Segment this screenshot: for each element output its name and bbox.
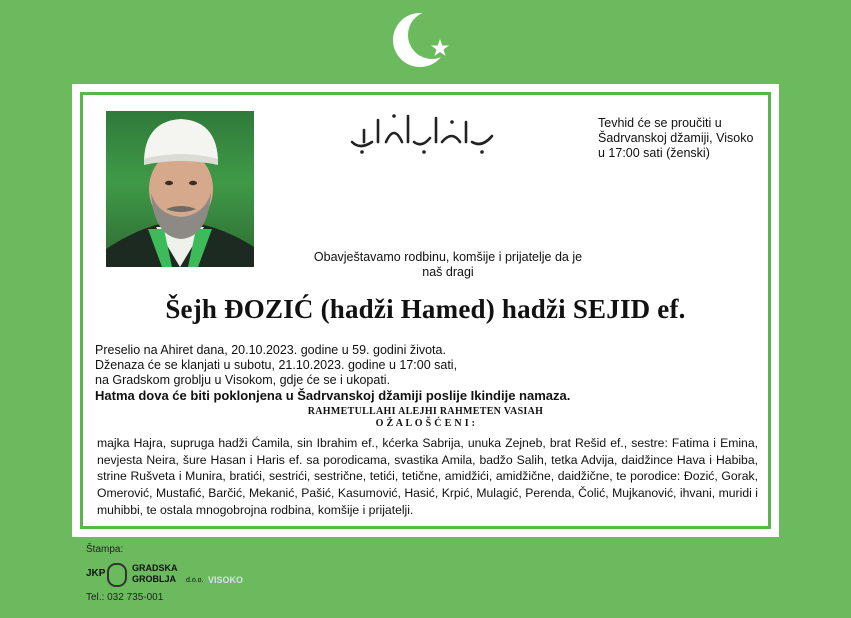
logo-jkp: JKP (86, 568, 106, 579)
intro-line: Obavještavamo rodbinu, komšije i prijatelje da je (313, 250, 583, 264)
logo-mark-icon (107, 563, 127, 587)
crescent-and-star-icon (392, 8, 456, 72)
tevhid-line: u 17:00 sati (ženski) (598, 146, 710, 160)
obituary-card (72, 84, 779, 537)
deceased-name: Šejh ĐOZIĆ (hadži Hamed) hadži SEJID ef. (165, 294, 686, 324)
prayer-heading (72, 406, 779, 430)
hatma-line: Hatma dova će biti poklonjena u Šadrvanskoj džamiji poslije Ikindije namaza. (95, 388, 571, 403)
tevhid-line: Šadrvanskoj džamiji, Visoko (598, 131, 754, 145)
rahmet-line: RAHMETULLAHI ALEJHI RAHMETEN VASIAH (307, 406, 544, 417)
logo-suffix: d.o.o. (186, 577, 204, 584)
details-line: Dženaza će se klanjati u subotu, 21.10.2023. godine u 17:00 sati, (95, 358, 458, 372)
arabic-calligraphy (342, 102, 502, 162)
ozaloscen-heading: O Ž A L O Š Ć E N I : (375, 418, 476, 429)
portrait-photo (106, 111, 254, 267)
mourners-list: majka Hajra, supruga hadži Ćamila, sin Ibrahim ef., kćerka Sabrija, unuka Zejneb, brat Rešid ef., sestre: Fatima i Emina, nevjesta Neira, šure Hasan i Haris ef. sa porodicama, svastika Amila, badžo Salih, tetka Advija, daidžince Hava i Habiba, strine Rušveta i Munira, bratići, sestrići, sestrične, tetići, tetične, amidžići, amidžične, daidžične, te porodice: Đozić, Gorak, Omerović, Mustafić, Barčić, Mekanić, Pašić, Kasumović, Hasić, Krpić, Mulagić, Perenda, Čolić, Mujkanović, ihvani, muridi i muhibbi, te ostala mnogobrojna rodbina, komšije i prijatelji. (97, 436, 758, 517)
logo-name (132, 563, 178, 585)
print-label: Štampa: (86, 544, 124, 555)
logo-line: GROBLJA (132, 574, 177, 584)
printer-phone: Tel.: 032 735-001 (86, 592, 164, 603)
details-line: na Gradskom groblju u Visokom, gdje će se i ukopati. (95, 373, 391, 387)
tevhid-info (598, 116, 768, 161)
logo-line: GRADSKA (132, 563, 178, 573)
printer-logo (86, 561, 246, 591)
logo-city: VISOKO (208, 575, 244, 585)
intro-text (298, 250, 598, 280)
details-line: Preselio na Ahiret dana, 20.10.2023. godine u 59. godini života. (95, 343, 446, 357)
intro-line: naš dragi (422, 265, 474, 279)
tevhid-line: Tevhid će se proučiti u (598, 116, 722, 130)
funeral-details (95, 343, 755, 403)
